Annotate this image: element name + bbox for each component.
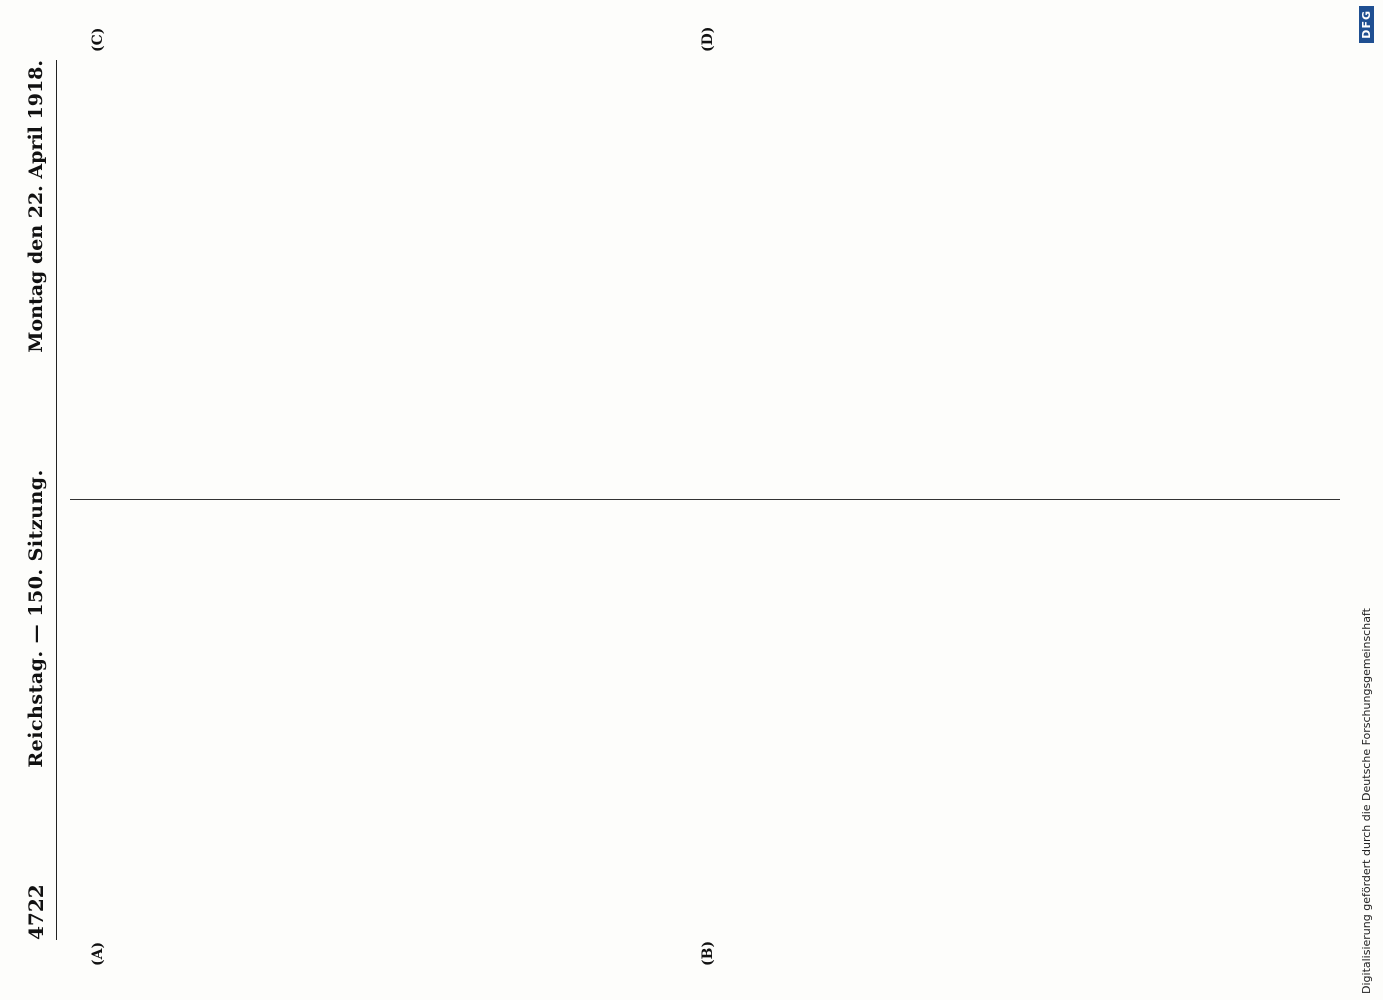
right-text-column — [70, 60, 1340, 490]
digitization-credit — [1355, 0, 1377, 1000]
margin-marker-c: (C) — [90, 27, 106, 52]
column-divider — [70, 499, 1340, 500]
page-number: 4722 — [24, 884, 48, 940]
margin-marker-b: (B) — [700, 940, 716, 966]
session-date: Montag den 22. April 1918. — [25, 60, 47, 353]
margin-marker-d: (D) — [700, 26, 716, 52]
dfg-logo: DFG — [1359, 6, 1374, 43]
session-title: Reichstag. — 150. Sitzung. — [25, 469, 47, 768]
margin-marker-a: (A) — [90, 941, 106, 966]
credit-text: Digitalisierung gefördert durch die Deutsche Forschungsgemeinschaft — [1359, 608, 1373, 994]
left-text-column — [70, 510, 1340, 940]
running-head — [16, 60, 57, 940]
